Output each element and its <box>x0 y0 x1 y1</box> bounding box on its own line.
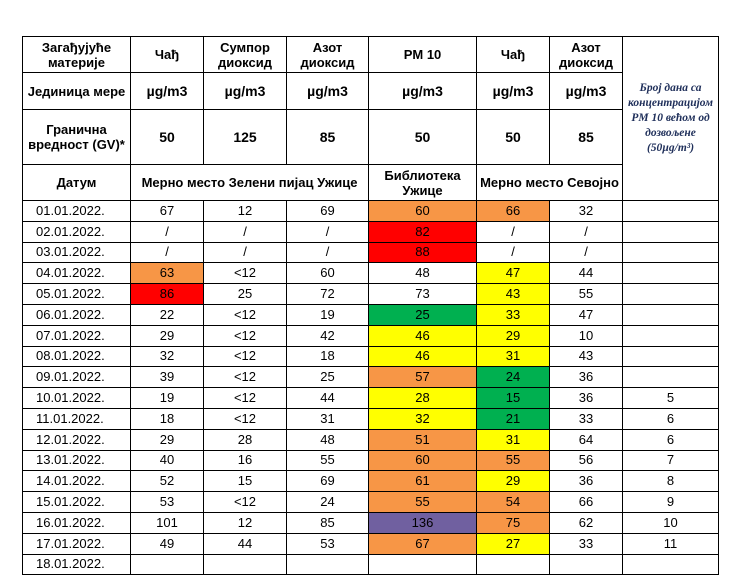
value-cell: 42 <box>287 325 369 346</box>
station-biblioteka: Библиотека Ужице <box>369 165 477 201</box>
pollutant-header: Азот диоксид <box>550 37 623 73</box>
table-row <box>23 554 719 575</box>
value-cell <box>131 554 204 575</box>
value-cell: 136 <box>369 512 477 533</box>
limit-cell: 85 <box>550 110 623 165</box>
value-cell: 55 <box>477 450 550 471</box>
exceedance-days-cell <box>623 263 719 284</box>
value-cell: 18 <box>131 408 204 429</box>
value-cell: 25 <box>369 304 477 325</box>
value-cell: 44 <box>204 533 287 554</box>
value-cell <box>550 554 623 575</box>
exceedance-days-cell <box>623 242 719 263</box>
value-cell: 16 <box>204 450 287 471</box>
value-cell: 15 <box>204 471 287 492</box>
table-row <box>23 492 719 513</box>
value-cell: 12 <box>204 512 287 533</box>
limit-cell: 50 <box>369 110 477 165</box>
value-cell: 60 <box>369 201 477 222</box>
date-label: Датум <box>23 165 131 201</box>
value-cell: 31 <box>477 429 550 450</box>
value-cell <box>287 554 369 575</box>
value-cell: 55 <box>287 450 369 471</box>
table-row <box>23 263 719 284</box>
value-cell: 44 <box>287 388 369 409</box>
value-cell: 55 <box>369 492 477 513</box>
date-cell: 07.01.2022. <box>23 325 131 346</box>
value-cell: 18 <box>287 346 369 367</box>
exceedance-days-cell <box>623 304 719 325</box>
value-cell: 69 <box>287 471 369 492</box>
value-cell: / <box>477 221 550 242</box>
value-cell: <12 <box>204 408 287 429</box>
date-cell: 13.01.2022. <box>23 450 131 471</box>
exceedance-days-cell: 5 <box>623 388 719 409</box>
value-cell: 19 <box>131 388 204 409</box>
pollutant-header: Азот диоксид <box>287 37 369 73</box>
date-cell: 05.01.2022. <box>23 284 131 305</box>
value-cell: 25 <box>287 367 369 388</box>
value-cell: 27 <box>477 533 550 554</box>
value-cell: 46 <box>369 346 477 367</box>
value-cell: <12 <box>204 492 287 513</box>
value-cell: 29 <box>477 471 550 492</box>
value-cell: 85 <box>287 512 369 533</box>
value-cell: 39 <box>131 367 204 388</box>
date-cell: 04.01.2022. <box>23 263 131 284</box>
value-cell: / <box>131 221 204 242</box>
value-cell: <12 <box>204 304 287 325</box>
value-cell: 12 <box>204 201 287 222</box>
value-cell: 29 <box>477 325 550 346</box>
value-cell: <12 <box>204 325 287 346</box>
table-row <box>23 304 719 325</box>
table-row <box>23 533 719 554</box>
unit-label: Јединица мере <box>23 73 131 110</box>
exceedance-days-cell: 10 <box>623 512 719 533</box>
value-cell: 57 <box>369 367 477 388</box>
value-cell: <12 <box>204 388 287 409</box>
exceedance-days-cell: 9 <box>623 492 719 513</box>
value-cell: 21 <box>477 408 550 429</box>
value-cell: 44 <box>550 263 623 284</box>
value-cell: / <box>477 242 550 263</box>
value-cell: 69 <box>287 201 369 222</box>
value-cell: 32 <box>131 346 204 367</box>
date-cell: 14.01.2022. <box>23 471 131 492</box>
table-row <box>23 242 719 263</box>
table-row <box>23 367 719 388</box>
value-cell: 52 <box>131 471 204 492</box>
table-row <box>23 429 719 450</box>
value-cell: 62 <box>550 512 623 533</box>
header-row-units <box>23 73 719 110</box>
value-cell: 29 <box>131 325 204 346</box>
value-cell: 75 <box>477 512 550 533</box>
exceedance-days-cell: 6 <box>623 429 719 450</box>
value-cell: 61 <box>369 471 477 492</box>
value-cell: 10 <box>550 325 623 346</box>
value-cell: 47 <box>550 304 623 325</box>
value-cell: / <box>131 242 204 263</box>
value-cell: 33 <box>550 408 623 429</box>
header-row-pollutants <box>23 37 719 73</box>
station-zeleni-pijac: Мерно место Зелени пијац Ужице <box>131 165 369 201</box>
pollutant-label: Загађујуће материје <box>23 37 131 73</box>
date-cell: 15.01.2022. <box>23 492 131 513</box>
header-row-stations <box>23 165 719 201</box>
station-sevojno: Мерно место Севојно <box>477 165 623 201</box>
value-cell: 54 <box>477 492 550 513</box>
value-cell: 88 <box>369 242 477 263</box>
value-cell: 19 <box>287 304 369 325</box>
date-cell: 11.01.2022. <box>23 408 131 429</box>
date-cell: 09.01.2022. <box>23 367 131 388</box>
date-cell: 10.01.2022. <box>23 388 131 409</box>
date-cell: 18.01.2022. <box>23 554 131 575</box>
date-cell: 12.01.2022. <box>23 429 131 450</box>
value-cell: 73 <box>369 284 477 305</box>
table-row <box>23 408 719 429</box>
exceedance-days-cell <box>623 367 719 388</box>
header-row-limits <box>23 110 719 165</box>
value-cell: 36 <box>550 367 623 388</box>
value-cell: <12 <box>204 263 287 284</box>
exceedance-days-cell: 11 <box>623 533 719 554</box>
value-cell <box>477 554 550 575</box>
value-cell: 15 <box>477 388 550 409</box>
limit-cell: 50 <box>477 110 550 165</box>
value-cell: 40 <box>131 450 204 471</box>
exceedance-days-cell <box>623 221 719 242</box>
exceedance-days-cell <box>623 346 719 367</box>
limit-cell: 85 <box>287 110 369 165</box>
value-cell: 55 <box>550 284 623 305</box>
value-cell: 32 <box>369 408 477 429</box>
value-cell: 46 <box>369 325 477 346</box>
value-cell: / <box>204 242 287 263</box>
value-cell: 60 <box>369 450 477 471</box>
table-row <box>23 346 719 367</box>
value-cell: 82 <box>369 221 477 242</box>
value-cell: 56 <box>550 450 623 471</box>
value-cell: 31 <box>287 408 369 429</box>
table-row <box>23 325 719 346</box>
value-cell: 63 <box>131 263 204 284</box>
value-cell: 33 <box>550 533 623 554</box>
value-cell: 67 <box>369 533 477 554</box>
exceedance-days-cell <box>623 284 719 305</box>
unit-cell: µg/m3 <box>287 73 369 110</box>
air-quality-table <box>22 36 719 575</box>
table-row <box>23 201 719 222</box>
value-cell: 66 <box>477 201 550 222</box>
pollutant-header: Сумпор диоксид <box>204 37 287 73</box>
value-cell: <12 <box>204 346 287 367</box>
value-cell: 24 <box>477 367 550 388</box>
value-cell: 29 <box>131 429 204 450</box>
value-cell: 48 <box>369 263 477 284</box>
value-cell: 67 <box>131 201 204 222</box>
value-cell: 33 <box>477 304 550 325</box>
value-cell: 101 <box>131 512 204 533</box>
exceedance-days-cell: 8 <box>623 471 719 492</box>
table-row <box>23 388 719 409</box>
unit-cell: µg/m3 <box>477 73 550 110</box>
value-cell: 53 <box>131 492 204 513</box>
unit-cell: µg/m3 <box>369 73 477 110</box>
value-cell: 25 <box>204 284 287 305</box>
value-cell <box>204 554 287 575</box>
table-row <box>23 512 719 533</box>
limit-cell: 125 <box>204 110 287 165</box>
unit-cell: µg/m3 <box>550 73 623 110</box>
value-cell: 48 <box>287 429 369 450</box>
exceedance-days-cell: 7 <box>623 450 719 471</box>
date-cell: 08.01.2022. <box>23 346 131 367</box>
value-cell: 31 <box>477 346 550 367</box>
value-cell: 36 <box>550 388 623 409</box>
value-cell: 53 <box>287 533 369 554</box>
pollutant-header: Чађ <box>477 37 550 73</box>
date-cell: 03.01.2022. <box>23 242 131 263</box>
table-row <box>23 284 719 305</box>
value-cell: 66 <box>550 492 623 513</box>
value-cell: 47 <box>477 263 550 284</box>
value-cell: 64 <box>550 429 623 450</box>
table-row <box>23 221 719 242</box>
date-cell: 17.01.2022. <box>23 533 131 554</box>
exceedance-days-cell <box>623 201 719 222</box>
value-cell: 32 <box>550 201 623 222</box>
value-cell: 28 <box>204 429 287 450</box>
exceedance-days-cell <box>623 325 719 346</box>
value-cell: / <box>287 221 369 242</box>
value-cell: 72 <box>287 284 369 305</box>
unit-cell: µg/m3 <box>204 73 287 110</box>
pollutant-header: PM 10 <box>369 37 477 73</box>
date-cell: 06.01.2022. <box>23 304 131 325</box>
value-cell: 24 <box>287 492 369 513</box>
value-cell: / <box>204 221 287 242</box>
value-cell: 43 <box>477 284 550 305</box>
value-cell <box>369 554 477 575</box>
value-cell: 51 <box>369 429 477 450</box>
exceedance-days-note: Број дана са концентрацијом PM 10 већом од дозвољене (50µg/m³) <box>623 37 719 201</box>
value-cell: / <box>550 242 623 263</box>
value-cell: 86 <box>131 284 204 305</box>
value-cell: 43 <box>550 346 623 367</box>
table-row <box>23 450 719 471</box>
value-cell: / <box>550 221 623 242</box>
date-cell: 01.01.2022. <box>23 201 131 222</box>
value-cell: 60 <box>287 263 369 284</box>
date-cell: 16.01.2022. <box>23 512 131 533</box>
unit-cell: µg/m3 <box>131 73 204 110</box>
value-cell: 36 <box>550 471 623 492</box>
value-cell: 22 <box>131 304 204 325</box>
value-cell: / <box>287 242 369 263</box>
exceedance-days-cell <box>623 554 719 575</box>
limit-label: Гранична вредност (GV)* <box>23 110 131 165</box>
table-row <box>23 471 719 492</box>
value-cell: <12 <box>204 367 287 388</box>
limit-cell: 50 <box>131 110 204 165</box>
exceedance-days-cell: 6 <box>623 408 719 429</box>
pollutant-header: Чађ <box>131 37 204 73</box>
date-cell: 02.01.2022. <box>23 221 131 242</box>
value-cell: 49 <box>131 533 204 554</box>
value-cell: 28 <box>369 388 477 409</box>
